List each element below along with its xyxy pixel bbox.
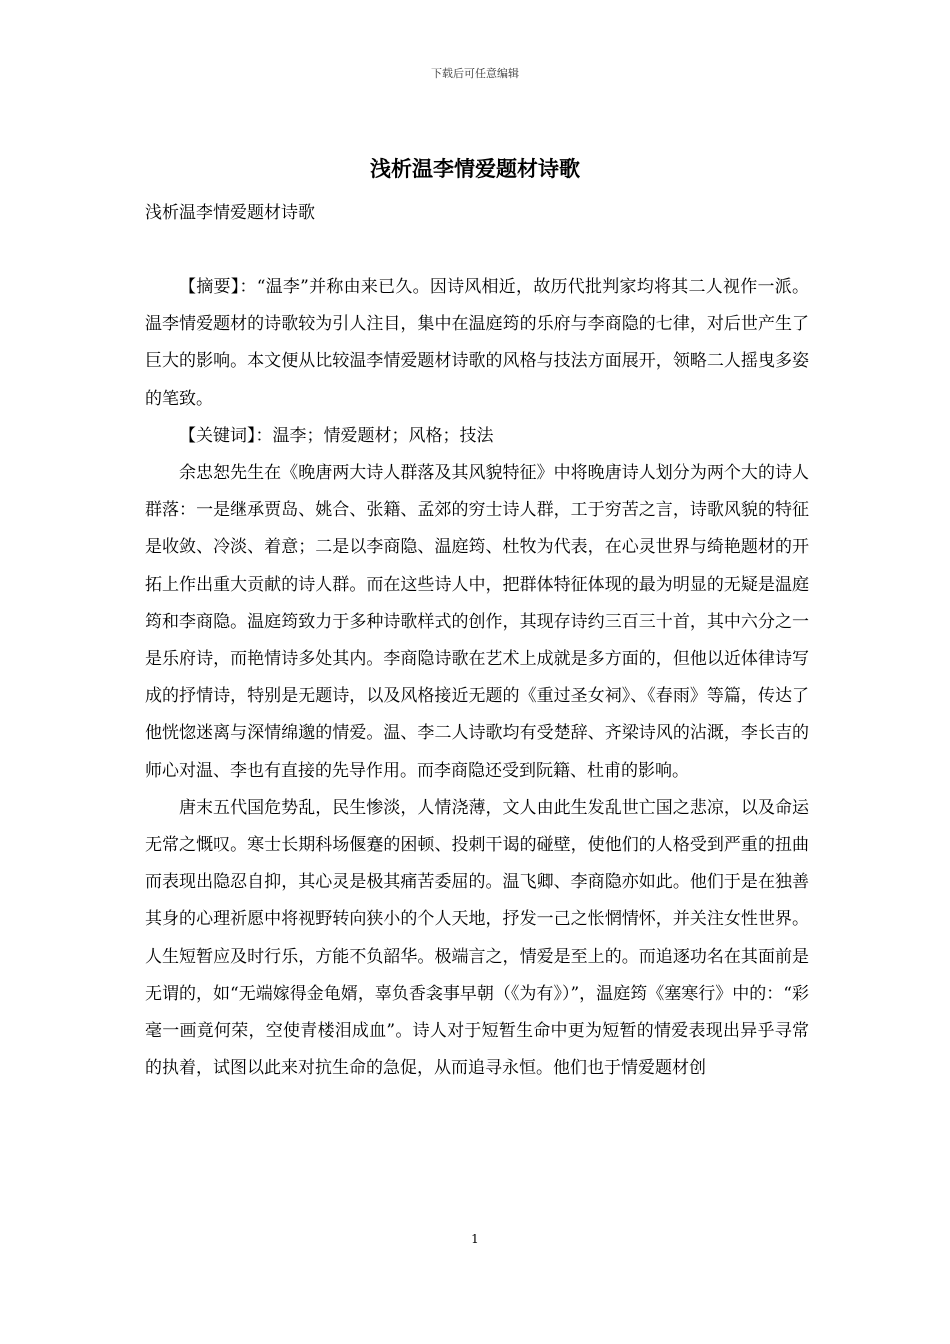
document-title: 浅析温李情爱题材诗歌	[370, 156, 580, 181]
page-number: 1	[471, 1232, 479, 1246]
abstract-paragraph: 【摘要】：“温李”并称由来已久。因诗风相近，故历代批判家均将其二人视作一派。温李情爱题材的诗歌较为引人注目，集中在温庭筠的乐府与李商隐的七律，对后世产生了巨大的影响。本文便从比较温李情爱题材诗歌的风格与技法方面展开，领略二人摇曳多姿的笔致。	[145, 277, 809, 409]
body-paragraph: 唐末五代国危势乱，民生惨淡，人情浇薄，文人由此生发乱世亡国之悲凉，以及命运无常之慨叹。寒士长期科场偃蹇的困顿、投刺干谒的碰壁，使他们的人格受到严重的扭曲而表现出隐忍自抑，其心灵是极其痛苦委屈的。温飞卿、李商隐亦如此。他们于是在独善其身的心理祈愿中将视野转向狭小的个人天地，抒发一己之怅惘情怀，并关注女性世界。人生短暂应及时行乐，方能不负韶华。极端言之，情爱是至上的。而追逐功名在其面前是无谓的，如“无端嫁得金龟婿，辜负香衾事早朝（《为有》）”，温庭筠《塞寒行》中的：“彩毫一画竟何荣，空使青楼泪成血”。诗人对于短暂生命中更为短暂的情爱表现出异乎寻常的执着，试图以此来对抗生命的急促，从而追寻永恒。他们也于情爱题材创	[145, 797, 809, 1079]
page-header: 下载后可任意编辑	[431, 67, 519, 80]
body-paragraph: 余忠恕先生在《晚唐两大诗人群落及其风貌特征》中将晚唐诗人划分为两个大的诗人群落：一是继承贾岛、姚合、张籍、孟郊的穷士诗人群，工于穷苦之言，诗歌风貌的特征是收敛、冷淡、着意；二是以李商隐、温庭筠、杜牧为代表，在心灵世界与绮艳题材的开拓上作出重大贡献的诗人群。而在这些诗人中，把群体特征体现的最为明显的无疑是温庭筠和李商隐。温庭筠致力于多种诗歌样式的创作，其现存诗约三百三十首，其中六分之一是乐府诗，而艳情诗多处其内。李商隐诗歌在艺术上成就是多方面的，但他以近体律诗写成的抒情诗，特别是无题诗，以及风格接近无题的《重过圣女祠》、《春雨》等篇，传达了他恍惚迷离与深情绵邈的情爱。温、李二人诗歌均有受楚辞、齐梁诗风的沾溉，李长吉的师心对温、李也有直接的先导作用。而李商隐还受到阮籍、杜甫的影响。	[145, 463, 809, 781]
document-subtitle: 浅析温李情爱题材诗歌	[145, 203, 315, 223]
document-body	[145, 269, 809, 1087]
keywords-paragraph: 【关键词】：温李；情爱题材；风格；技法	[179, 425, 494, 446]
